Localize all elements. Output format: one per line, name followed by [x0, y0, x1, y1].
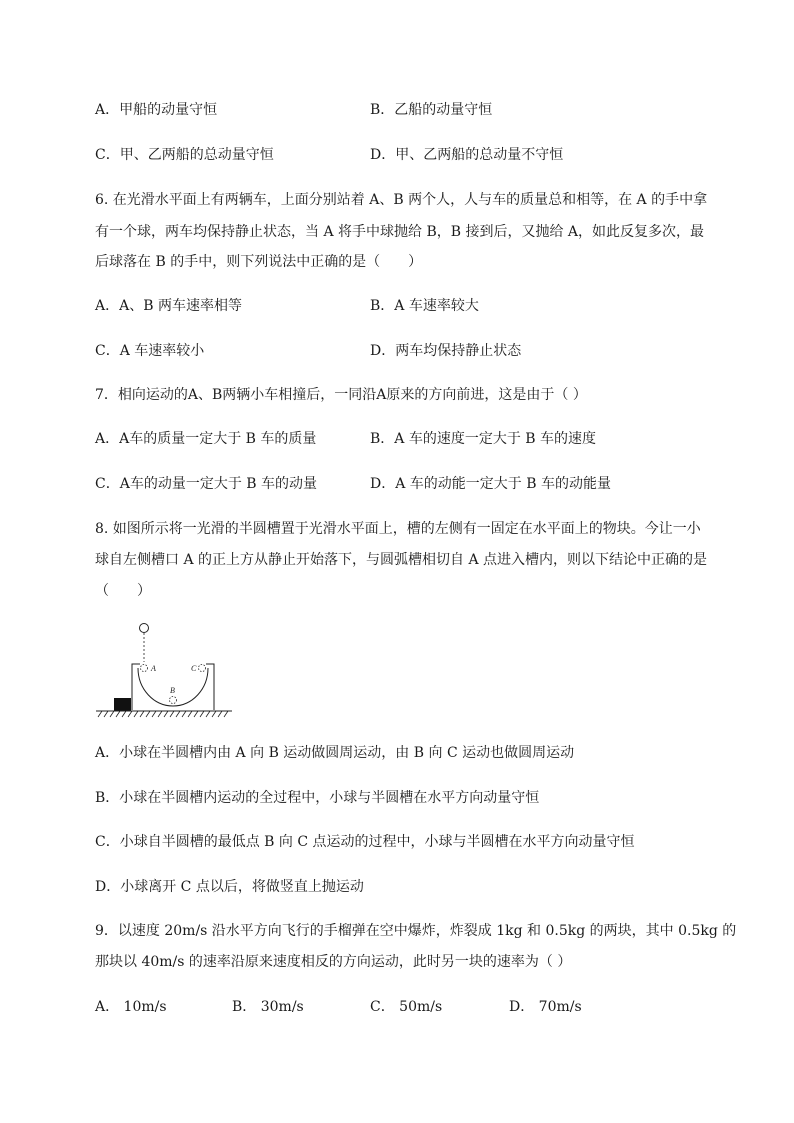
- q5-option-a: A．甲船的动量守恒: [95, 102, 218, 118]
- q7-option-a: A．A车的质量一定大于 B 车的质量: [95, 431, 317, 447]
- half-pipe-diagram: [94, 618, 234, 722]
- q9-stem-line-2: 那块以 40m/s 的速率沿原来速度相反的方向运动，此时另一块的速率为（ ）: [95, 954, 572, 970]
- q8-option-a: A．小球在半圆槽内由 A 向 B 运动做圆周运动，由 B 向 C 运动也做圆周运动: [95, 745, 575, 761]
- label-b: B: [170, 686, 175, 695]
- q9-option-d: D． 70m/s: [509, 999, 582, 1015]
- trough-left-wall: [132, 664, 140, 710]
- q8-stem-line-2: 球自左侧槽口 A 的正上方从静止开始落下，与圆弧槽相切自 A 点进入槽内，则以下结论中正确的是: [95, 552, 708, 568]
- q6-option-b: B．A 车速率较大: [370, 298, 479, 314]
- ground-hatching: [98, 711, 228, 717]
- q7-option-d: D．A 车的动能一定大于 B 车的动能量: [370, 476, 611, 492]
- q7-stem: 7．相向运动的A、B两辆小车相撞后，一同沿A原来的方向前进，这是由于（ ）: [95, 387, 587, 403]
- q8-option-d: D．小球离开 C 点以后，将做竖直上抛运动: [95, 879, 364, 895]
- ball-position-a: [141, 665, 148, 672]
- falling-ball: [140, 624, 149, 633]
- q5-option-b: B．乙船的动量守恒: [370, 102, 493, 118]
- q6-stem-line-2: 有一个球，两车均保持静止状态，当 A 将手中球抛给 B，B 接到后，又抛给 A，如此反复多次，最: [95, 224, 705, 240]
- q6-stem-line-1: 6. 在光滑水平面上有两辆车，上面分别站着 A、B 两个人，人与车的质量总和相等，在 A 的手中拿: [95, 192, 708, 208]
- q6-option-a: A．A、B 两车速率相等: [95, 298, 242, 314]
- q9-stem-line-1: 9．以速度 20m/s 沿水平方向飞行的手榴弹在空中爆炸，炸裂成 1kg 和 0.5kg 的两块，其中 0.5kg 的: [95, 923, 737, 939]
- ball-position-b: [170, 697, 177, 704]
- q6-stem-line-3: 后球落在 B 的手中，则下列说法中正确的是（ ）: [95, 254, 423, 270]
- trough-right-wall: [206, 664, 214, 710]
- q8-stem-line-1: 8. 如图所示将一光滑的半圆槽置于光滑水平面上，槽的左侧有一固定在水平面上的物块。今让一小: [95, 521, 701, 537]
- q5-option-c: C．甲、乙两船的总动量守恒: [95, 147, 274, 163]
- q6-option-d: D．两车均保持静止状态: [370, 343, 522, 359]
- label-a: A: [151, 664, 156, 673]
- label-c: C: [191, 664, 197, 673]
- ball-position-c: [199, 665, 206, 672]
- q5-option-d: D．甲、乙两船的总动量不守恒: [370, 147, 564, 163]
- q8-option-c: C．小球自半圆槽的最低点 B 向 C 点运动的过程中，小球与半圆槽在水平方向动量守恒: [95, 834, 635, 850]
- q9-option-a: A． 10m/s: [95, 999, 167, 1015]
- q7-option-b: B．A 车的速度一定大于 B 车的速度: [370, 431, 597, 447]
- q9-option-c: C． 50m/s: [370, 999, 443, 1015]
- q8-stem-line-3: （ ）: [95, 583, 151, 599]
- q6-option-c: C．A 车速率较小: [95, 343, 205, 359]
- q8-option-b: B．小球在半圆槽内运动的全过程中，小球与半圆槽在水平方向动量守恒: [95, 790, 540, 806]
- fixed-block: [114, 698, 131, 711]
- q9-option-b: B． 30m/s: [232, 999, 304, 1015]
- q7-option-c: C．A车的动量一定大于 B 车的动量: [95, 476, 318, 492]
